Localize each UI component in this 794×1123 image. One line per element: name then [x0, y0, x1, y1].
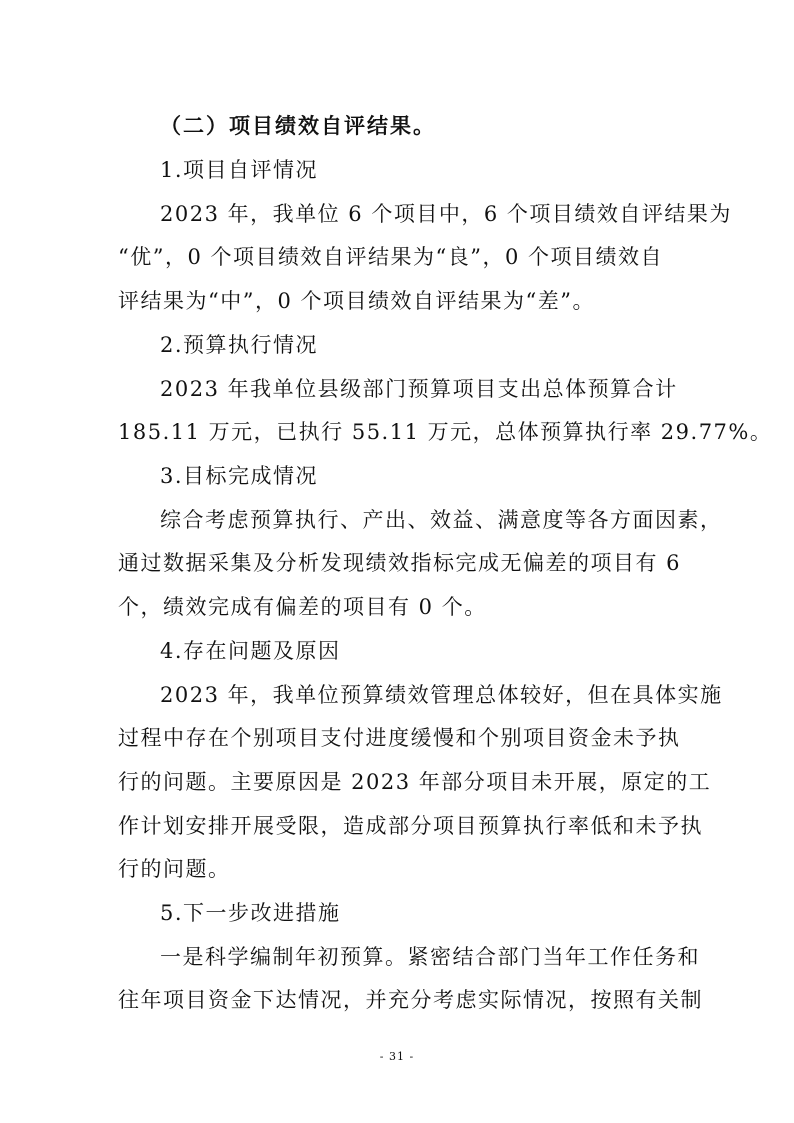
paragraph-line: 个，绩效完成有偏差的项目有 0 个。 [118, 595, 487, 619]
paragraph-line: 行的问题。主要原因是 2023 年部分项目未开展，原定的工 [118, 770, 712, 794]
paragraph-line: 过程中存在个别项目支付进度缓慢和个别项目资金未予执 [118, 726, 681, 750]
paragraph-line: 2023 年，我单位预算绩效管理总体较好，但在具体实施 [160, 683, 723, 707]
subsection-title: 2.预算执行情况 [160, 333, 319, 357]
subsection-title: 5.下一步改进措施 [160, 901, 341, 925]
subsection-title: 3.目标完成情况 [160, 464, 319, 488]
paragraph-line: 185.11 万元，已执行 55.11 万元，总体预算执行率 29.77%。 [118, 420, 773, 444]
subsection-title: 1.项目自评情况 [160, 158, 319, 182]
paragraph-line: 通过数据采集及分析发现绩效指标完成无偏差的项目有 6 [118, 551, 682, 575]
paragraph-line: 往年项目资金下达情况，并充分考虑实际情况，按照有关制 [118, 988, 703, 1012]
paragraph-line: 综合考虑预算执行、产出、效益、满意度等各方面因素， [160, 508, 723, 532]
section-heading: （二）项目绩效自评结果。 [160, 114, 436, 138]
subsection-title: 4.存在问题及原因 [160, 639, 341, 663]
paragraph-line: 一是科学编制年初预算。紧密结合部门当年工作任务和 [160, 945, 700, 969]
paragraph-line: 评结果为“中”，0 个项目绩效自评结果为“差”。 [118, 289, 595, 313]
paragraph-line: 2023 年，我单位 6 个项目中，6 个项目绩效自评结果为 [160, 202, 732, 226]
page-number: - 31 - [379, 1050, 415, 1063]
paragraph-line: 2023 年我单位县级部门预算项目支出总体预算合计 [160, 377, 678, 401]
paragraph-line: 行的问题。 [118, 857, 231, 881]
paragraph-line: “优”，0 个项目绩效自评结果为“良”，0 个项目绩效自 [118, 245, 664, 269]
paragraph-line: 作计划安排开展受限，造成部分项目预算执行率低和未予执 [118, 814, 703, 838]
